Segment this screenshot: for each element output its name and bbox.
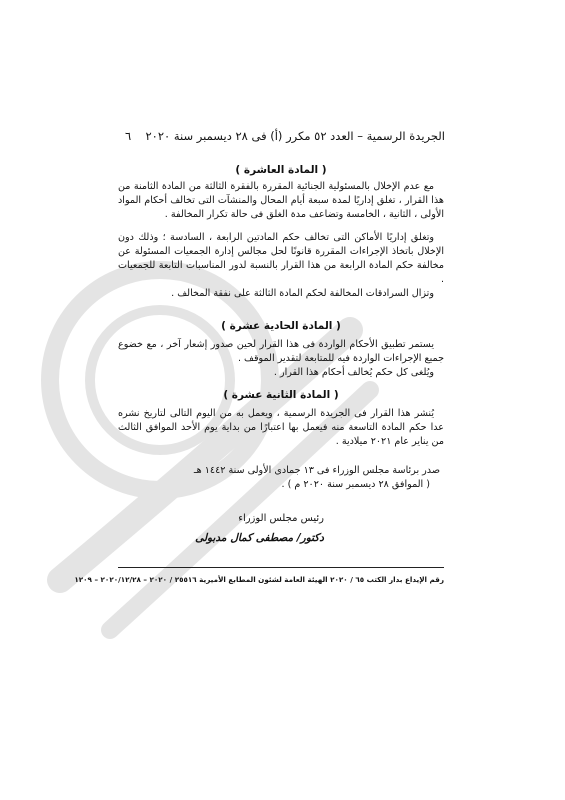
footer-divider <box>118 567 444 568</box>
signature-title: رئيس مجلس الوزراء <box>238 513 324 524</box>
article-11-body <box>118 338 444 381</box>
article-11-paragraph-1: يستمر تطبيق الأحكام الواردة فى هذا القرار لحين صدور إشعار آخر ، مع خضوع جميع الإجراءات الواردة فيه للمتابعة لتقدير الموقف . <box>118 339 444 365</box>
article-11-heading: ( المادة الحادية عشرة ) <box>221 320 341 332</box>
issuance-line-1: صدر برئاسة مجلس الوزراء فى ١٣ جمادى الأولى سنة ١٤٤٢ هـ <box>193 465 440 476</box>
header-title: الجريدة الرسمية – العدد ٥٢ مكرر (أ) فى ٢٨ ديسمبر سنة ٢٠٢٠ <box>145 129 445 143</box>
article-12-heading: ( المادة الثانية عشرة ) <box>223 389 339 401</box>
article-10-body <box>118 180 444 302</box>
issuance-block <box>190 464 440 492</box>
issuance-line-2: ( الموافق ٢٨ ديسمبر سنة ٢٠٢٠ م ) . <box>281 479 430 491</box>
footer-deposit-number: رقم الإيداع بدار الكتب ٦٥ / ٢٠٢٠ الهيئة العامة لشئون المطابع الأميرية ٢٥٥١٦ / ٢٠٢٠ – ٢٠٢٠/١٢/٢٨ – ١٢٠٩ <box>74 575 444 584</box>
article-10-paragraph-1: مع عدم الإخلال بالمسئولية الجنائية المقررة بالفقرة الثالثة من المادة الثامنة من هذا القرار ، تغلق إداريًا لمدة سبعة أيام المحال والمنشآت التى تخالف أحكام المواد الأولى ، الثانية ، الخامسة وتضاعف مدة الغلق فى حالة تكرار المخالفة . <box>118 181 444 221</box>
article-12-body <box>118 407 444 450</box>
article-10-paragraph-3: وتزال السرادقات المخالفة لحكم المادة الثالثة على نفقة المخالف . <box>171 288 434 300</box>
page-header <box>125 129 445 143</box>
article-10-heading: ( المادة العاشرة ) <box>235 164 327 176</box>
article-11-paragraph-2: ويُلغى كل حكم يُخالف أحكام هذا القرار . <box>273 367 434 379</box>
article-10-paragraph-2: وتغلق إداريًا الأماكن التى تخالف حكم المادتين الرابعة ، السادسة ؛ وذلك دون الإخلال باتخاذ الإجراءات المقررة قانونًا لحل مجالس إدارة الجمعيات المسئولة عن مخالفة حكم المادة الرابعة من هذا القرار بالنسبة لدور المناسبات التابعة للجمعيات . <box>118 231 444 286</box>
signature-name: دكتور/ مصطفى كمال مدبولى <box>195 532 324 544</box>
page-number: ٦ <box>125 129 132 143</box>
article-12-paragraph-1: يُنشر هذا القرار فى الجريدة الرسمية ، ويعمل به من اليوم التالى لتاريخ نشره عدا حكم المادة التاسعة منه فيعمل بها اعتبارًا من بداية يوم الأحد الموافق الثالث من يناير عام ٢٠٢١ ميلادية . <box>118 408 444 448</box>
